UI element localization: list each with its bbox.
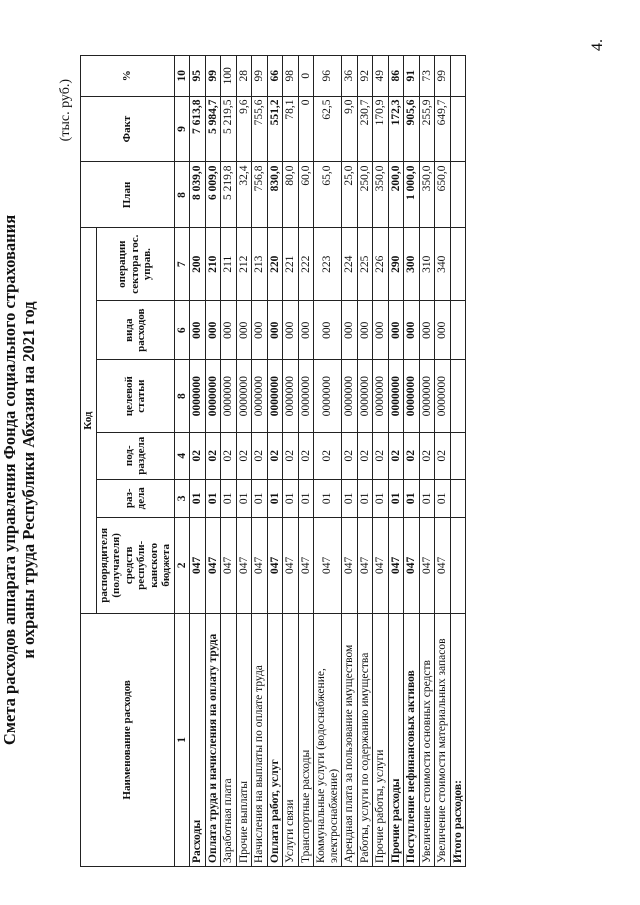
cell-op: 300 <box>404 228 420 300</box>
cell-pct: 73 <box>419 56 435 97</box>
cell-fakt: 5 984,7 <box>205 96 221 162</box>
cell-pct: 99 <box>435 56 451 97</box>
cell-name: Транспортные расходы <box>298 613 314 866</box>
cell-name: Увеличение стоимости основных средств <box>419 613 435 866</box>
cell-op: 212 <box>236 228 252 300</box>
cell-rasp: 047 <box>435 517 451 613</box>
col-number: 7 <box>174 228 190 300</box>
cell-pod: 02 <box>419 432 435 479</box>
cell-name: Арендная плата за пользование имуществом <box>342 613 358 866</box>
cell-op: 340 <box>435 228 451 300</box>
cell-vid: 000 <box>357 300 373 360</box>
cell-rasp: 047 <box>190 517 206 613</box>
col-number: 4 <box>174 432 190 479</box>
header-fakt: Факт <box>81 96 175 162</box>
title-line-1: Смета расходов аппарата управления Фонда социального страхования <box>0 214 19 746</box>
cell-fakt: 9,6 <box>236 96 252 162</box>
cell-vid: 000 <box>314 300 342 360</box>
cell-cel: 0000000 <box>373 360 389 432</box>
cell-pod: 02 <box>283 432 299 479</box>
cell-op <box>450 228 466 300</box>
cell-name: Увеличение стоимости материальных запасов <box>435 613 451 866</box>
cell-cel: 0000000 <box>221 360 237 432</box>
cell-cel: 0000000 <box>314 360 342 432</box>
cell-fakt: 170,9 <box>373 96 389 162</box>
title-line-2: и охраны труда Республики Абхазия на 2021 год <box>19 301 38 659</box>
cell-fakt: 62,5 <box>314 96 342 162</box>
cell-op: 200 <box>190 228 206 300</box>
cell-name: Услуги связи <box>283 613 299 866</box>
table-row <box>236 56 252 867</box>
cell-fakt: 230,7 <box>357 96 373 162</box>
cell-pct: 66 <box>267 56 283 97</box>
cell-pod: 02 <box>205 432 221 479</box>
cell-pct: 28 <box>236 56 252 97</box>
cell-pod: 02 <box>357 432 373 479</box>
table-row <box>450 56 466 867</box>
cell-cel: 0000000 <box>236 360 252 432</box>
table-row <box>357 56 373 867</box>
cell-razdel: 01 <box>236 479 252 517</box>
table-row <box>252 56 268 867</box>
cell-rasp: 047 <box>252 517 268 613</box>
col-number: 2 <box>174 517 190 613</box>
cell-razdel: 01 <box>419 479 435 517</box>
table-row <box>190 56 206 867</box>
cell-vid: 000 <box>298 300 314 360</box>
header-celevoy: целевой статьи <box>96 360 174 432</box>
cell-razdel: 01 <box>267 479 283 517</box>
cell-razdel: 01 <box>314 479 342 517</box>
cell-rasp: 047 <box>419 517 435 613</box>
cell-op: 220 <box>267 228 283 300</box>
cell-razdel: 01 <box>298 479 314 517</box>
table-row <box>419 56 435 867</box>
cell-name: Оплата работ, услуг <box>267 613 283 866</box>
cell-rasp: 047 <box>236 517 252 613</box>
cell-rasp: 047 <box>342 517 358 613</box>
cell-pct: 99 <box>252 56 268 97</box>
cell-vid: 000 <box>283 300 299 360</box>
cell-pct: 49 <box>373 56 389 97</box>
cell-pod: 02 <box>373 432 389 479</box>
cell-rasp: 047 <box>314 517 342 613</box>
cell-cel: 0000000 <box>252 360 268 432</box>
cell-plan: 756,8 <box>252 162 268 228</box>
header-razdel: раз-дела <box>96 479 174 517</box>
cell-razdel: 01 <box>283 479 299 517</box>
cell-vid: 000 <box>373 300 389 360</box>
cell-plan: 6 009,0 <box>205 162 221 228</box>
cell-fakt: 755,6 <box>252 96 268 162</box>
cell-vid: 000 <box>342 300 358 360</box>
header-kod: Код <box>81 228 97 613</box>
table-row <box>267 56 283 867</box>
cell-vid: 000 <box>205 300 221 360</box>
cell-razdel: 01 <box>373 479 389 517</box>
cell-pct: 100 <box>221 56 237 97</box>
cell-fakt: 172,3 <box>388 96 404 162</box>
col-number: 9 <box>174 96 190 162</box>
table-row <box>373 56 389 867</box>
cell-pct: 86 <box>388 56 404 97</box>
cell-cel: 0000000 <box>298 360 314 432</box>
cell-pod: 02 <box>342 432 358 479</box>
cell-op: 310 <box>419 228 435 300</box>
cell-razdel: 01 <box>435 479 451 517</box>
cell-razdel: 01 <box>205 479 221 517</box>
cell-cel: 0000000 <box>342 360 358 432</box>
cell-rasp: 047 <box>357 517 373 613</box>
table-row <box>435 56 451 867</box>
cell-cel: 0000000 <box>435 360 451 432</box>
cell-vid <box>450 300 466 360</box>
cell-op: 290 <box>388 228 404 300</box>
cell-pod: 02 <box>221 432 237 479</box>
cell-pct <box>450 56 466 97</box>
cell-vid: 000 <box>388 300 404 360</box>
cell-fakt: 7 613,8 <box>190 96 206 162</box>
cell-plan: 830,0 <box>267 162 283 228</box>
cell-razdel <box>450 479 466 517</box>
cell-pod: 02 <box>388 432 404 479</box>
cell-vid: 000 <box>221 300 237 360</box>
cell-op: 210 <box>205 228 221 300</box>
cell-op: 221 <box>283 228 299 300</box>
col-number: 8 <box>174 360 190 432</box>
cell-op: 224 <box>342 228 358 300</box>
cell-rasp <box>450 517 466 613</box>
cell-plan: 80,0 <box>283 162 299 228</box>
cell-name: Поступление нефинансовых активов <box>404 613 420 866</box>
column-number-row <box>174 56 190 867</box>
cell-pct: 92 <box>357 56 373 97</box>
cell-pod: 02 <box>314 432 342 479</box>
cell-pod: 02 <box>252 432 268 479</box>
header-podrazdel: под-раздела <box>96 432 174 479</box>
cell-fakt: 78,1 <box>283 96 299 162</box>
cell-fakt: 255,9 <box>419 96 435 162</box>
table-row <box>342 56 358 867</box>
cell-pod: 02 <box>267 432 283 479</box>
cell-rasp: 047 <box>221 517 237 613</box>
cell-razdel: 01 <box>342 479 358 517</box>
cell-rasp: 047 <box>373 517 389 613</box>
cell-plan <box>450 162 466 228</box>
cell-plan: 250,0 <box>357 162 373 228</box>
cell-plan: 32,4 <box>236 162 252 228</box>
cell-cel <box>450 360 466 432</box>
cell-rasp: 047 <box>267 517 283 613</box>
cell-rasp: 047 <box>298 517 314 613</box>
cell-op: 213 <box>252 228 268 300</box>
cell-plan: 25,0 <box>342 162 358 228</box>
cell-name: Расходы <box>190 613 206 866</box>
table-body <box>190 56 466 867</box>
cell-rasp: 047 <box>283 517 299 613</box>
cell-vid: 000 <box>236 300 252 360</box>
cell-razdel: 01 <box>388 479 404 517</box>
header-percent: % <box>81 56 175 97</box>
col-number: 3 <box>174 479 190 517</box>
cell-pod <box>450 432 466 479</box>
cell-pod: 02 <box>190 432 206 479</box>
cell-vid: 000 <box>190 300 206 360</box>
cell-rasp: 047 <box>205 517 221 613</box>
cell-rasp: 047 <box>388 517 404 613</box>
table-row <box>388 56 404 867</box>
cell-fakt: 649,7 <box>435 96 451 162</box>
cell-plan: 350,0 <box>373 162 389 228</box>
cell-op: 226 <box>373 228 389 300</box>
document-title <box>0 55 38 905</box>
cell-pod: 02 <box>298 432 314 479</box>
cell-pct: 99 <box>205 56 221 97</box>
cell-cel: 0000000 <box>205 360 221 432</box>
header-row-1 <box>81 56 97 867</box>
cell-cel: 0000000 <box>267 360 283 432</box>
table-row <box>404 56 420 867</box>
page-number: 4. <box>589 39 606 51</box>
cell-fakt: 9,0 <box>342 96 358 162</box>
cell-pct: 98 <box>283 56 299 97</box>
cell-fakt <box>450 96 466 162</box>
cell-vid: 000 <box>267 300 283 360</box>
cell-cel: 0000000 <box>404 360 420 432</box>
header-vid: вида расходов <box>96 300 174 360</box>
cell-op: 222 <box>298 228 314 300</box>
cell-pct: 91 <box>404 56 420 97</box>
cell-plan: 350,0 <box>419 162 435 228</box>
cell-name: Прочие расходы <box>388 613 404 866</box>
col-number: 1 <box>174 613 190 866</box>
cell-razdel: 01 <box>252 479 268 517</box>
cell-pct: 95 <box>190 56 206 97</box>
cell-plan: 8 039,0 <box>190 162 206 228</box>
cell-vid: 000 <box>419 300 435 360</box>
cell-cel: 0000000 <box>190 360 206 432</box>
units-label: (тыс. руб.) <box>58 79 73 142</box>
cell-pod: 02 <box>435 432 451 479</box>
cell-pct: 36 <box>342 56 358 97</box>
cell-fakt: 5 219,5 <box>221 96 237 162</box>
cell-vid: 000 <box>252 300 268 360</box>
cell-plan: 1 000,0 <box>404 162 420 228</box>
table-row <box>298 56 314 867</box>
cell-op: 225 <box>357 228 373 300</box>
cell-op: 223 <box>314 228 342 300</box>
expense-table <box>80 55 466 867</box>
cell-cel: 0000000 <box>388 360 404 432</box>
header-operacii: операции сектора гос. управ. <box>96 228 174 300</box>
table-row <box>283 56 299 867</box>
header-name: Наименование расходов <box>81 613 175 866</box>
cell-razdel: 01 <box>357 479 373 517</box>
cell-razdel: 01 <box>404 479 420 517</box>
table-row <box>314 56 342 867</box>
cell-plan: 5 219,8 <box>221 162 237 228</box>
col-number: 6 <box>174 300 190 360</box>
cell-fakt: 0 <box>298 96 314 162</box>
cell-fakt: 551,2 <box>267 96 283 162</box>
cell-pod: 02 <box>236 432 252 479</box>
cell-name: Начисления на выплаты по оплате труда <box>252 613 268 866</box>
cell-name: Итого расходов: <box>450 613 466 866</box>
cell-pct: 0 <box>298 56 314 97</box>
cell-plan: 65,0 <box>314 162 342 228</box>
cell-vid: 000 <box>435 300 451 360</box>
cell-name: Прочие выплаты <box>236 613 252 866</box>
rotated-page-content <box>0 55 560 905</box>
cell-name: Заработная плата <box>221 613 237 866</box>
table-row <box>205 56 221 867</box>
table-row <box>221 56 237 867</box>
cell-pct: 96 <box>314 56 342 97</box>
cell-razdel: 01 <box>190 479 206 517</box>
col-number: 8 <box>174 162 190 228</box>
cell-cel: 0000000 <box>357 360 373 432</box>
cell-cel: 0000000 <box>419 360 435 432</box>
cell-fakt: 905,6 <box>404 96 420 162</box>
cell-razdel: 01 <box>221 479 237 517</box>
cell-name: Прочие работы, услуги <box>373 613 389 866</box>
col-number: 10 <box>174 56 190 97</box>
cell-rasp: 047 <box>404 517 420 613</box>
cell-name: Работы, услуги по содержанию имущества <box>357 613 373 866</box>
cell-name: Коммунальные услуги (водоснабжение, электроснабжение) <box>314 613 342 866</box>
cell-pod: 02 <box>404 432 420 479</box>
cell-plan: 200,0 <box>388 162 404 228</box>
cell-cel: 0000000 <box>283 360 299 432</box>
cell-plan: 60,0 <box>298 162 314 228</box>
header-rasp: распорядителя (получателя) средств республи-канского бюджета <box>96 517 174 613</box>
cell-name: Оплата труда и начисления на оплату труда <box>205 613 221 866</box>
cell-op: 211 <box>221 228 237 300</box>
cell-plan: 650,0 <box>435 162 451 228</box>
cell-vid: 000 <box>404 300 420 360</box>
header-plan: План <box>81 162 175 228</box>
